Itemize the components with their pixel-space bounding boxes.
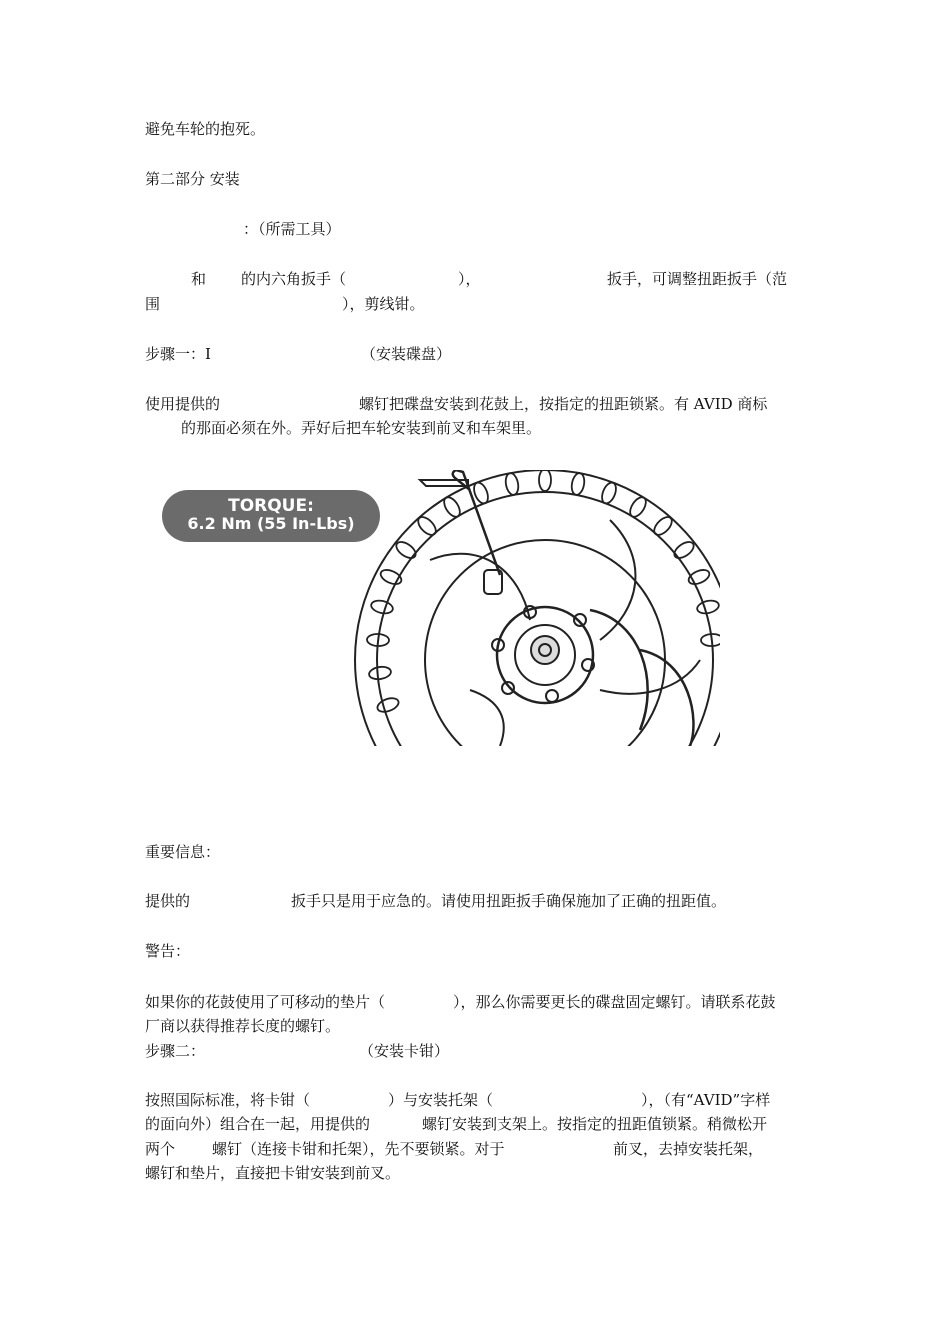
text-fragment: 如果你的花鼓使用了可移动的垫片（ — [145, 993, 386, 1011]
text-fragment: 和 — [191, 270, 207, 288]
torque-badge-value: 6.2 Nm (55 In-Lbs) — [187, 514, 355, 533]
step-heading: 步骤一：I — [145, 345, 211, 363]
warning-heading: 警告： — [145, 942, 191, 960]
text-fragment: 扳手，可调整扭距扳手（范 — [607, 270, 788, 288]
section-heading: 第二部分 安装 — [145, 170, 240, 188]
text-fragment: 按照国际标准，将卡钳（ — [145, 1091, 311, 1109]
step-heading-title: （安装卡钳） — [359, 1042, 450, 1060]
text-fragment: 围 — [145, 295, 161, 313]
text-fragment: 的内六角扳手（ — [241, 270, 347, 288]
text-fragment: 提供的 — [145, 892, 191, 910]
info-heading: 重要信息： — [145, 843, 221, 861]
text-fragment: ），剪线钳。 — [342, 295, 425, 313]
torque-badge — [162, 490, 380, 542]
text-fragment: 前叉，去掉安装托架， — [613, 1140, 764, 1158]
text-fragment: ），那么你需要更长的碟盘固定螺钉。请联系花鼓 — [453, 993, 776, 1011]
text-line: 厂商以获得推荐长度的螺钉。 — [145, 1017, 341, 1035]
text-line: 避免车轮的抱死。 — [145, 120, 266, 138]
text-fragment: ）， — [458, 270, 481, 288]
text-line: 螺钉和垫片，直接把卡钳安装到前叉。 — [145, 1164, 401, 1182]
text-fragment: ）与安装托架（ — [388, 1091, 494, 1109]
text-fragment: 使用提供的 — [145, 395, 221, 413]
text-fragment: 螺钉把碟盘安装到花鼓上，按指定的扭距锁紧。有 AVID 商标 — [359, 395, 768, 413]
text-fragment: 两个 — [145, 1140, 176, 1158]
text-fragment: 螺钉（连接卡钳和托架），先不要锁紧。对于 — [212, 1140, 505, 1158]
torque-badge-label: TORQUE: — [228, 496, 314, 516]
text-fragment: ），（有“AVID”字样 — [641, 1091, 771, 1109]
text-line: 的那面必须在外。弄好后把车轮安装到前叉和车架里。 — [181, 419, 542, 437]
step-heading: 步骤二： — [145, 1042, 206, 1060]
text-fragment: 螺钉安装到支架上。按指定的扭距值锁紧。稍微松开 — [422, 1115, 768, 1133]
text-fragment: 的面向外）组合在一起，用提供的 — [145, 1115, 371, 1133]
text-fragment: 扳手只是用于应急的。请使用扭距扳手确保施加了正确的扭距值。 — [291, 892, 727, 910]
tools-heading: ：（所需工具） — [243, 220, 341, 238]
step-heading-title: （安装碟盘） — [361, 345, 452, 363]
